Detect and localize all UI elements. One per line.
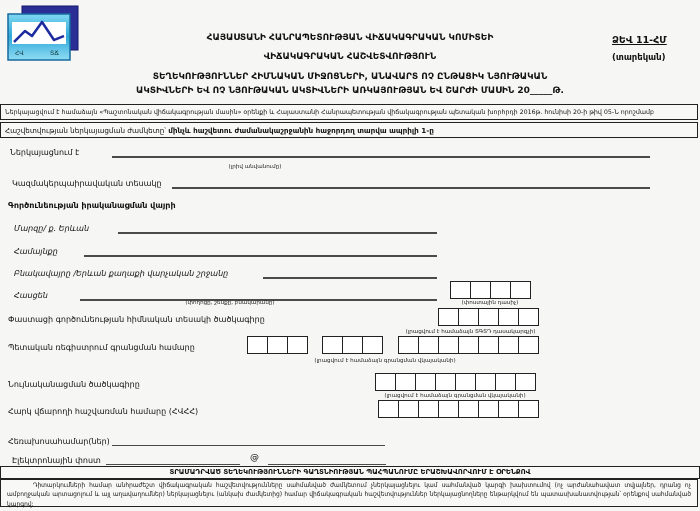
id-code-hint: (լրացվում է համաձայն գրանցման վկայականի): [384, 393, 526, 399]
registry-number-hint: (լրացվում է համաձայն գրանցման վկայականի): [314, 358, 456, 364]
code-cell[interactable]: [398, 400, 419, 418]
registry-number-group1[interactable]: [247, 336, 308, 354]
logo-text-left: ՀՎ: [15, 50, 24, 57]
code-cell[interactable]: [510, 281, 531, 299]
code-cell[interactable]: [450, 281, 471, 299]
deadline-prefix: Հաշվետվության ներկայացման ժամկետը՝: [5, 126, 169, 135]
code-cell[interactable]: [470, 281, 491, 299]
code-cell[interactable]: [498, 308, 519, 326]
activity-code-hint: (լրացվում է համաձայն ՏԳՏԴ դասակարգչի): [405, 329, 536, 335]
marz-label: Մարզը/ ք. Երևան: [14, 224, 90, 233]
registry-number-group3[interactable]: [398, 336, 539, 354]
phone-label: Հեռախոսահամար(ներ): [8, 437, 110, 446]
code-cell[interactable]: [395, 373, 416, 391]
code-cell[interactable]: [498, 400, 519, 418]
code-cell[interactable]: [458, 308, 479, 326]
presents-hint: (լրիվ անվանումը): [228, 164, 282, 170]
code-cell[interactable]: [515, 373, 536, 391]
code-cell[interactable]: [247, 336, 268, 354]
code-cell[interactable]: [518, 308, 539, 326]
settlement-label: Բնակավայրը /Երևան քաղաքի վարչական շրջանը: [14, 269, 229, 278]
code-cell[interactable]: [418, 336, 439, 354]
code-cell[interactable]: [475, 373, 496, 391]
form-title-line2: ԱԿՏԻՎՆԵՐԻ ԵՎ ՈՉ ՆՅՈՒԹԱԿԱՆ ԱԿՏԻՎՆԵՐԻ ԱՌԿԱՅՈՒԹՅԱՆ ԵՎ ՇԱՐԺԻ ՄԱՍԻՆ 20_____Թ.: [136, 86, 564, 96]
tin-boxes[interactable]: [378, 400, 539, 418]
code-cell[interactable]: [438, 336, 459, 354]
settlement-input[interactable]: [263, 267, 437, 279]
community-input[interactable]: [84, 245, 437, 257]
email-local-input[interactable]: [106, 454, 240, 465]
code-cell[interactable]: [418, 400, 439, 418]
legal-basis-notice: Ներկայացվում է համաձայն «Պաշտոնական վիճակագրության մասին» օրենքի և Հայաստանի Հանրապետության վիճակագրության պետական խորհրդի 2016թ. հունիսի 20-ի թիվ 05-Ն որոշմամբ: [0, 104, 698, 120]
code-cell[interactable]: [498, 336, 519, 354]
code-cell[interactable]: [287, 336, 308, 354]
community-label: Համայնքը: [14, 247, 58, 256]
code-cell[interactable]: [478, 400, 499, 418]
code-cell[interactable]: [455, 373, 476, 391]
liability-notice: Դիտարկումների համար անհրաժեշտ վիճակագրական հաշվետվությունները սահմանված ժամկետում չներկայացնելու կամ սահմանված կարգի խախտումով (ոչ արժանահավատ տվյալներ, դրանց ոչ ամբողջական արտացոլում և այլ աղավաղումներ) ներկայացնելու (անկախ ժամկետից) համար վիճակագրական հաշվետվություններ ներկայացնողները ենթարկվում են պատասխանատվության՝ օրենքով սահմանված կարգով:: [0, 479, 698, 507]
code-cell[interactable]: [362, 336, 383, 354]
deadline-notice: [0, 122, 698, 138]
code-cell[interactable]: [342, 336, 363, 354]
presents-input[interactable]: [112, 146, 650, 158]
logo-text-right: ՏՃ: [50, 50, 59, 57]
form-periodicity: (տարեկան): [612, 53, 666, 63]
registry-number-group2[interactable]: [322, 336, 383, 354]
code-cell[interactable]: [518, 400, 539, 418]
legal-form-label: Կազմակերպաիրավական տեսակը: [12, 179, 162, 188]
email-at-symbol: @: [250, 453, 259, 463]
email-domain-input[interactable]: [268, 454, 386, 465]
code-cell[interactable]: [267, 336, 288, 354]
code-cell[interactable]: [398, 336, 419, 354]
code-cell[interactable]: [458, 400, 479, 418]
email-label: Էլեկտրոնային փոստ: [12, 456, 101, 465]
tin-label: Հարկ վճարողի հաշվառման համարը (ՀՎՀՀ): [8, 407, 199, 416]
report-type-title: ՎԻՃԱԿԱԳՐԱԿԱՆ ՀԱՇՎԵՏՎՈՒԹՅՈՒՆ: [263, 52, 437, 62]
phone-input[interactable]: [112, 435, 385, 446]
presents-label: Ներկայացնում է: [10, 148, 80, 157]
code-cell[interactable]: [490, 281, 511, 299]
armstat-logo-icon: [6, 5, 86, 67]
code-cell[interactable]: [415, 373, 436, 391]
activity-code-boxes[interactable]: [438, 308, 539, 326]
code-cell[interactable]: [435, 373, 456, 391]
postal-code-hint: (փոստային դասիչ): [461, 300, 519, 306]
address-label: Հասցեն: [14, 291, 48, 300]
code-cell[interactable]: [322, 336, 343, 354]
form-code: ՁԵՎ 11-ՀՄ: [612, 35, 667, 46]
address-hint: (փողոցը, շենքը, բնակարանը): [185, 300, 275, 306]
confidentiality-banner: ՏՐԱՄԱԴՐՎԱԾ ՏԵՂԵԿՈՒԹՅՈՒՆՆԵՐԻ ԳԱՂՏՆԻՈՒԹՅԱՆ ՊԱՀՊԱՆՈՒՄԸ ԵՐԱՇԽԱՎՈՐՎՈՒՄ Է ՕՐԵՆՔՈՎ: [0, 466, 700, 479]
code-cell[interactable]: [438, 308, 459, 326]
postal-code-boxes[interactable]: [450, 281, 531, 299]
marz-input[interactable]: [118, 222, 437, 234]
code-cell[interactable]: [458, 336, 479, 354]
code-cell[interactable]: [478, 308, 499, 326]
id-code-label: Նույնականացման ծածկագիրը: [8, 380, 140, 389]
location-heading: Գործունեության իրականացման վայրի: [8, 201, 176, 210]
code-cell[interactable]: [495, 373, 516, 391]
code-cell[interactable]: [438, 400, 459, 418]
code-cell[interactable]: [478, 336, 499, 354]
deadline-bold: մինչև հաշվետու ժամանակաշրջանին հաջորդող տարվա ապրիլի 1-ը: [168, 126, 434, 135]
activity-code-label: Փաստացի գործունեության հիմնական տեսակի ծածկագիրը: [8, 315, 265, 324]
form-title-line1: ՏԵՂԵԿՈՒԹՅՈՒՆՆԵՐ ՀԻՄՆԱԿԱՆ ՄԻՋՈՑՆԵՐԻ, ԱՆԱՎԱՐՏ ՈՉ ԸՆԹԱՑԻԿ ՆՅՈՒԹԱԿԱՆ: [152, 72, 548, 82]
legal-form-input[interactable]: [172, 177, 650, 189]
organization-title: ՀԱՅԱՍՏԱՆԻ ՀԱՆՐԱՊԵՏՈՒԹՅԱՆ ՎԻՃԱԿԱԳՐԱԿԱՆ ԿՈՄԻՏԵԻ: [206, 33, 494, 43]
code-cell[interactable]: [378, 400, 399, 418]
code-cell[interactable]: [518, 336, 539, 354]
id-code-boxes[interactable]: [375, 373, 536, 391]
armstat-logo: [6, 5, 86, 67]
code-cell[interactable]: [375, 373, 396, 391]
registry-number-label: Պետական ռեգիստրում գրանցման համարը: [8, 343, 195, 352]
